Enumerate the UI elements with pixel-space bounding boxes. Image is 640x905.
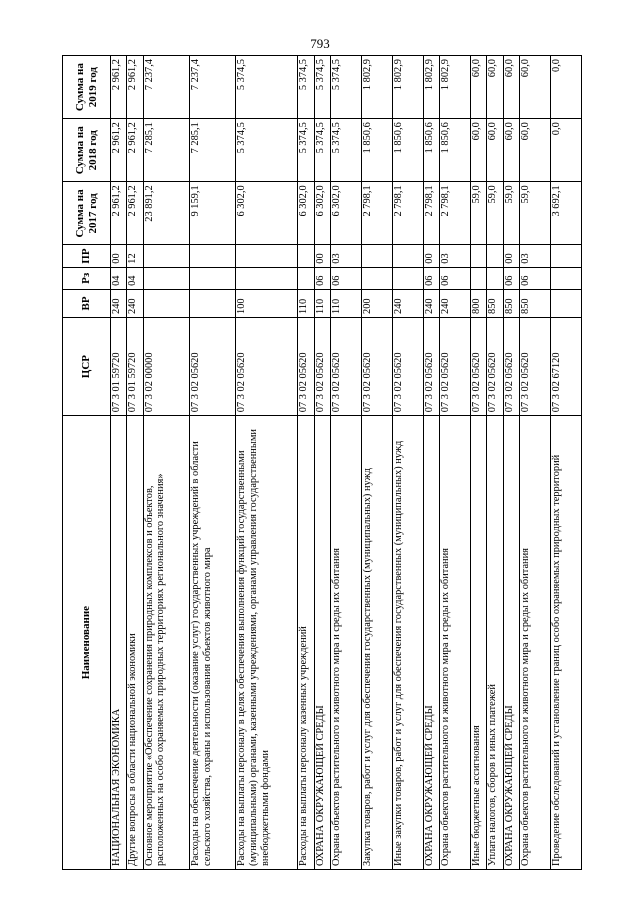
cell-sum-2017: 59,0 — [503, 182, 519, 245]
cell-sum-2017: 59,0 — [487, 182, 503, 245]
table-row — [143, 56, 189, 870]
cell-rz — [143, 267, 189, 289]
cell-csr: 07 3 01 59720 — [111, 317, 127, 415]
cell-rz — [471, 267, 487, 289]
cell-csr: 07 3 02 05620 — [361, 317, 392, 415]
table-row — [190, 56, 236, 870]
cell-pr — [550, 245, 581, 267]
cell-sum-2018: 5 374,5 — [330, 119, 361, 182]
header-row — [63, 56, 111, 870]
budget-table — [62, 55, 582, 870]
cell-vr: 110 — [298, 289, 314, 317]
header-sum-2019: Сумма на 2019 год — [63, 56, 111, 119]
cell-sum-2018: 60,0 — [487, 119, 503, 182]
table-row — [127, 56, 143, 870]
cell-vr: 240 — [127, 289, 143, 317]
header-sum-2017: Сумма на 2017 год — [63, 182, 111, 245]
cell-vr — [190, 289, 236, 317]
cell-pr — [190, 245, 236, 267]
cell-sum-2019: 1 802,9 — [392, 56, 423, 119]
cell-name: Проведение обследований и установление границ особо охраняемых природных территорий — [550, 416, 581, 870]
cell-name: Расходы на обеспечение деятельности (оказание услуг) государственных учреждений в области сельского хозяйства, охраны и использования объектов животного мира — [190, 416, 236, 870]
rotated-budget-table-wrapper — [62, 55, 582, 870]
cell-sum-2018: 1 850,6 — [392, 119, 423, 182]
cell-sum-2019: 7 237,4 — [143, 56, 189, 119]
cell-pr — [298, 245, 314, 267]
cell-sum-2019: 0,0 — [550, 56, 581, 119]
table-row — [550, 56, 581, 870]
cell-name: ОХРАНА ОКРУЖАЮЩЕЙ СРЕДЫ — [314, 416, 330, 870]
table-body — [111, 56, 582, 870]
cell-pr: 03 — [519, 245, 550, 267]
cell-vr: 110 — [330, 289, 361, 317]
cell-csr: 07 3 02 05620 — [298, 317, 314, 415]
table-row — [392, 56, 423, 870]
cell-name: Иные закупки товаров, работ и услуг для обеспечения государственных (муниципальных) нужд — [392, 416, 423, 870]
cell-vr — [550, 289, 581, 317]
cell-sum-2019: 5 374,5 — [298, 56, 314, 119]
cell-name: Уплата налогов, сборов и иных платежей — [487, 416, 503, 870]
table-row — [503, 56, 519, 870]
cell-name: Основное мероприятие «Обеспечение сохранения природных комплексов и объектов, расположенных на особо охраняемых природных территориях регионального значения» — [143, 416, 189, 870]
cell-rz: 06 — [519, 267, 550, 289]
cell-sum-2018: 2 961,2 — [111, 119, 127, 182]
table-row — [298, 56, 314, 870]
page-number: 793 — [310, 36, 330, 51]
cell-sum-2017: 9 159,1 — [190, 182, 236, 245]
cell-sum-2018: 5 374,5 — [298, 119, 314, 182]
cell-csr: 07 3 02 05620 — [503, 317, 519, 415]
cell-vr: 800 — [471, 289, 487, 317]
cell-csr: 07 3 01 59720 — [127, 317, 143, 415]
cell-name: Другие вопросы в области национальной экономики — [127, 416, 143, 870]
header-name: Наименование — [63, 416, 111, 870]
cell-sum-2018: 60,0 — [503, 119, 519, 182]
cell-csr: 07 3 02 05620 — [236, 317, 298, 415]
cell-rz: 04 — [127, 267, 143, 289]
cell-sum-2019: 2 961,2 — [127, 56, 143, 119]
cell-csr: 07 3 02 00000 — [143, 317, 189, 415]
cell-sum-2019: 60,0 — [487, 56, 503, 119]
cell-pr: 00 — [503, 245, 519, 267]
cell-sum-2019: 1 802,9 — [361, 56, 392, 119]
cell-sum-2018: 60,0 — [519, 119, 550, 182]
cell-sum-2019: 1 802,9 — [440, 56, 471, 119]
cell-sum-2017: 6 302,0 — [330, 182, 361, 245]
cell-sum-2017: 2 798,1 — [361, 182, 392, 245]
cell-sum-2018: 60,0 — [471, 119, 487, 182]
cell-rz — [298, 267, 314, 289]
table-row — [236, 56, 298, 870]
cell-name: Закупка товаров, работ и услуг для обеспечения государственных (муниципальных) нужд — [361, 416, 392, 870]
cell-rz: 06 — [440, 267, 471, 289]
cell-sum-2017: 2 798,1 — [392, 182, 423, 245]
cell-vr: 100 — [236, 289, 298, 317]
cell-sum-2019: 1 802,9 — [423, 56, 439, 119]
cell-name: Расходы на выплаты персоналу казенных учреждений — [298, 416, 314, 870]
table-row — [519, 56, 550, 870]
cell-sum-2017: 3 692,1 — [550, 182, 581, 245]
cell-sum-2017: 2 961,2 — [127, 182, 143, 245]
cell-sum-2017: 2 961,2 — [111, 182, 127, 245]
cell-sum-2017: 6 302,0 — [298, 182, 314, 245]
cell-csr: 07 3 02 05620 — [190, 317, 236, 415]
cell-sum-2018: 7 285,1 — [143, 119, 189, 182]
table-row — [471, 56, 487, 870]
cell-pr: 03 — [330, 245, 361, 267]
cell-name: Расходы на выплаты персоналу в целях обеспечения выполнения функций государственными (муниципальными) органами, казенными учреждениями, органами управления государственными внебюджетными фондами — [236, 416, 298, 870]
cell-csr: 07 3 02 05620 — [423, 317, 439, 415]
cell-sum-2018: 7 285,1 — [190, 119, 236, 182]
cell-sum-2019: 5 374,5 — [236, 56, 298, 119]
cell-csr: 07 3 02 67120 — [550, 317, 581, 415]
cell-pr: 00 — [423, 245, 439, 267]
cell-name: ОХРАНА ОКРУЖАЮЩЕЙ СРЕДЫ — [503, 416, 519, 870]
cell-sum-2019: 60,0 — [471, 56, 487, 119]
cell-vr: 110 — [314, 289, 330, 317]
cell-name: Охрана объектов растительного и животного мира и среды их обитания — [519, 416, 550, 870]
cell-sum-2018: 1 850,6 — [440, 119, 471, 182]
cell-rz — [550, 267, 581, 289]
header-csr: ЦСР — [63, 317, 111, 415]
cell-sum-2019: 60,0 — [519, 56, 550, 119]
header-pr: ПР — [63, 245, 111, 267]
cell-rz: 06 — [330, 267, 361, 289]
cell-sum-2018: 5 374,5 — [236, 119, 298, 182]
header-vr: ВР — [63, 289, 111, 317]
cell-vr — [143, 289, 189, 317]
cell-rz — [487, 267, 503, 289]
cell-csr: 07 3 02 05620 — [392, 317, 423, 415]
cell-csr: 07 3 02 05620 — [487, 317, 503, 415]
cell-rz — [190, 267, 236, 289]
cell-sum-2018: 5 374,5 — [314, 119, 330, 182]
cell-rz — [361, 267, 392, 289]
cell-vr: 200 — [361, 289, 392, 317]
cell-pr — [361, 245, 392, 267]
cell-sum-2017: 23 891,2 — [143, 182, 189, 245]
cell-pr: 00 — [314, 245, 330, 267]
table-row — [314, 56, 330, 870]
table-row — [330, 56, 361, 870]
cell-sum-2017: 59,0 — [471, 182, 487, 245]
header-sum-2018: Сумма на 2018 год — [63, 119, 111, 182]
cell-pr: 12 — [127, 245, 143, 267]
cell-pr — [143, 245, 189, 267]
cell-vr: 240 — [423, 289, 439, 317]
cell-sum-2017: 59,0 — [519, 182, 550, 245]
cell-csr: 07 3 02 05620 — [440, 317, 471, 415]
cell-csr: 07 3 02 05620 — [471, 317, 487, 415]
cell-name: Охрана объектов растительного и животного мира и среды их обитания — [440, 416, 471, 870]
cell-pr: 00 — [111, 245, 127, 267]
cell-sum-2017: 2 798,1 — [423, 182, 439, 245]
cell-csr: 07 3 02 05620 — [314, 317, 330, 415]
cell-sum-2018: 1 850,6 — [361, 119, 392, 182]
cell-sum-2018: 0,0 — [550, 119, 581, 182]
cell-sum-2017: 6 302,0 — [236, 182, 298, 245]
cell-sum-2017: 6 302,0 — [314, 182, 330, 245]
cell-csr: 07 3 02 05620 — [330, 317, 361, 415]
cell-sum-2018: 2 961,2 — [127, 119, 143, 182]
cell-vr: 240 — [440, 289, 471, 317]
cell-vr: 850 — [503, 289, 519, 317]
cell-vr: 850 — [487, 289, 503, 317]
cell-rz: 04 — [111, 267, 127, 289]
table-row — [111, 56, 127, 870]
cell-sum-2019: 5 374,5 — [314, 56, 330, 119]
cell-rz: 06 — [314, 267, 330, 289]
cell-rz — [236, 267, 298, 289]
table-row — [361, 56, 392, 870]
cell-pr — [487, 245, 503, 267]
header-rz: Рз — [63, 267, 111, 289]
cell-name: ОХРАНА ОКРУЖАЮЩЕЙ СРЕДЫ — [423, 416, 439, 870]
cell-vr: 850 — [519, 289, 550, 317]
cell-sum-2017: 2 798,1 — [440, 182, 471, 245]
cell-sum-2019: 7 237,4 — [190, 56, 236, 119]
cell-name: Охрана объектов растительного и животного мира и среды их обитания — [330, 416, 361, 870]
cell-name: НАЦИОНАЛЬНАЯ ЭКОНОМИКА — [111, 416, 127, 870]
cell-pr — [471, 245, 487, 267]
cell-pr — [392, 245, 423, 267]
cell-rz: 06 — [503, 267, 519, 289]
table-row — [423, 56, 439, 870]
cell-name: Иные бюджетные ассигнования — [471, 416, 487, 870]
cell-sum-2019: 2 961,2 — [111, 56, 127, 119]
cell-pr — [236, 245, 298, 267]
cell-vr: 240 — [392, 289, 423, 317]
cell-rz — [392, 267, 423, 289]
cell-rz: 06 — [423, 267, 439, 289]
cell-sum-2019: 5 374,5 — [330, 56, 361, 119]
table-row — [440, 56, 471, 870]
table-row — [487, 56, 503, 870]
cell-sum-2018: 1 850,6 — [423, 119, 439, 182]
cell-pr: 03 — [440, 245, 471, 267]
cell-vr: 240 — [111, 289, 127, 317]
cell-sum-2019: 60,0 — [503, 56, 519, 119]
cell-csr: 07 3 02 05620 — [519, 317, 550, 415]
